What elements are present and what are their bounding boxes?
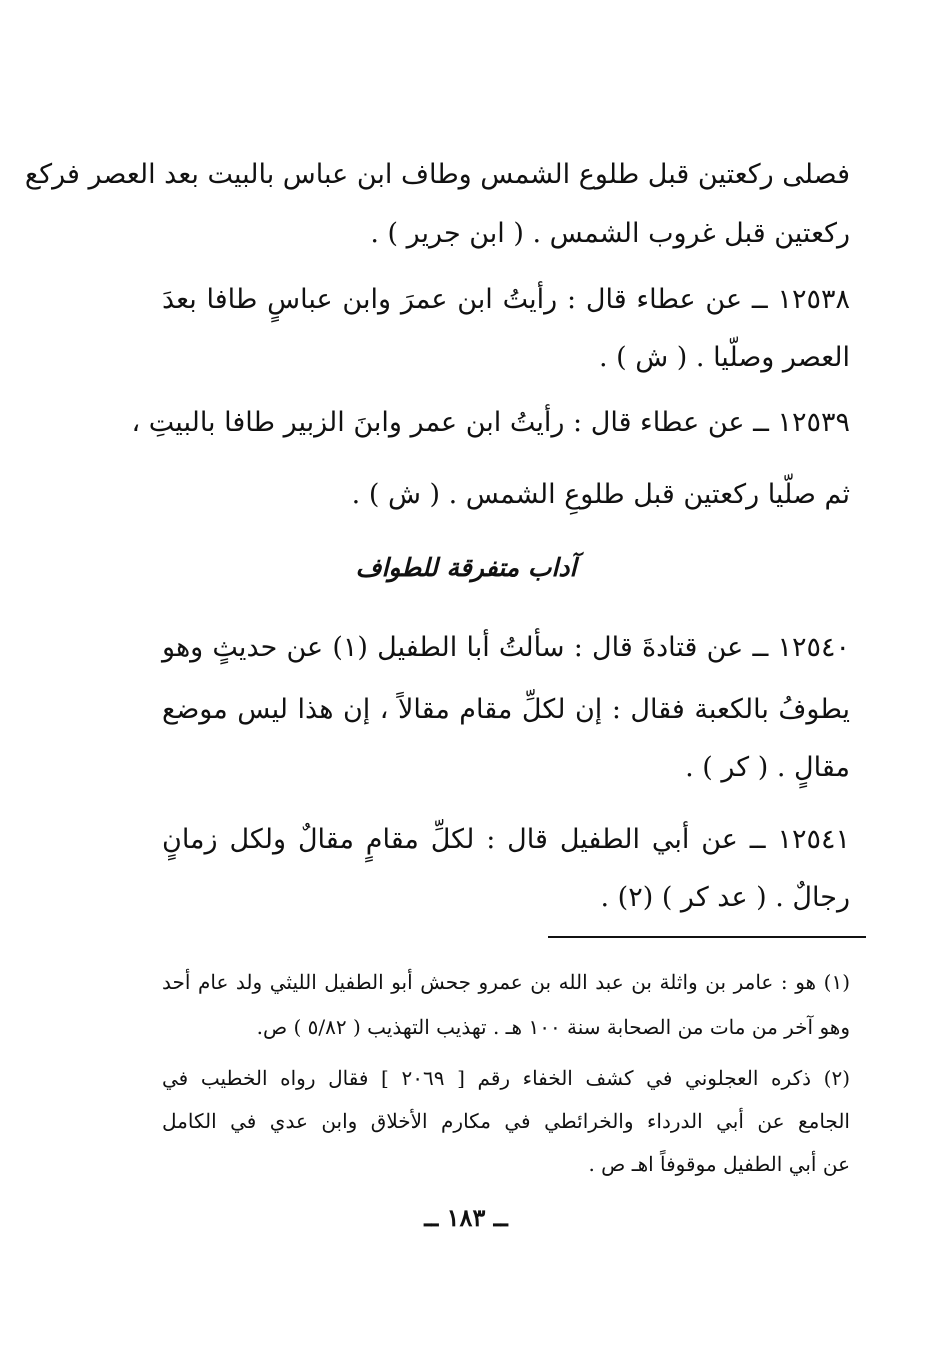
hadith-12540-line-3: مقالٍ . ( كر ) . — [685, 752, 850, 783]
page-number: ــ ١٨٣ ــ — [424, 1203, 508, 1232]
hadith-12540-line-2: يطوفُ بالكعبة فقال : إن لكلِّ مقام مقالاً ، إن هذا ليس موضع — [162, 694, 850, 725]
hadith-12539-line-1: ١٢٥٣٩ ــ عن عطاء قال : رأيتُ ابن عمر وابنَ الزبير طافا بالبيتِ ، — [131, 407, 850, 438]
hadith-12541-line-1: ١٢٥٤١ ــ عن أبي الطفيل قال : لكلِّ مقامٍ مقالٌ ولكل زمانٍ — [162, 824, 850, 855]
footnote-1-line-1: (١) هو : عامر بن واثلة بن عبد الله بن عمرو جحش أبو الطفيل الليثي ولد عام أحد — [162, 970, 850, 994]
hadith-12538-line-2: العصر وصلّيا . ( ش ) . — [598, 342, 850, 373]
hadith-12541-line-2: رجالٌ . ( عد كر ) (٢) . — [600, 882, 850, 913]
hadith-12538-line-1: ١٢٥٣٨ ــ عن عطاء قال : رأيتُ ابن عمرَ وابن عباسٍ طافا بعدَ — [162, 284, 850, 315]
footnote-2-line-3: عن أبي الطفيل موقوفاً اهـ ص . — [588, 1152, 850, 1176]
footnote-2-line-2: الجامع عن أبي الدرداء والخرائطي في مكارم الأخلاق وابن عدي في الكامل — [162, 1109, 850, 1133]
footnote-2-line-1: (٢) ذكره العجلوني في كشف الخفاء رقم [ ٢٠٦٩ ] فقال رواه الخطيب في — [162, 1066, 850, 1090]
footnote-separator — [548, 936, 866, 938]
footnote-1-line-2: وهو آخر من مات من الصحابة سنة ١٠٠ هـ . تهذيب التهذيب ( ٥/٨٢ ) ص. — [256, 1015, 850, 1039]
text-line-2: ركعتين قبل غروب الشمس . ( ابن جرير ) . — [370, 218, 850, 249]
text-line-1: فصلى ركعتين قبل طلوع الشمس وطاف ابن عباس بالبيت بعد العصر فركع — [24, 159, 850, 190]
section-heading: آداب متفرقة للطواف — [355, 553, 577, 582]
hadith-12539-line-2: ثم صلّيا ركعتين قبل طلوعِ الشمس . ( ش ) . — [351, 479, 850, 510]
hadith-12540-line-1: ١٢٥٤٠ ــ عن قتادةَ قال : سألتُ أبا الطفيل (١) عن حديثٍ وهو — [162, 632, 850, 663]
